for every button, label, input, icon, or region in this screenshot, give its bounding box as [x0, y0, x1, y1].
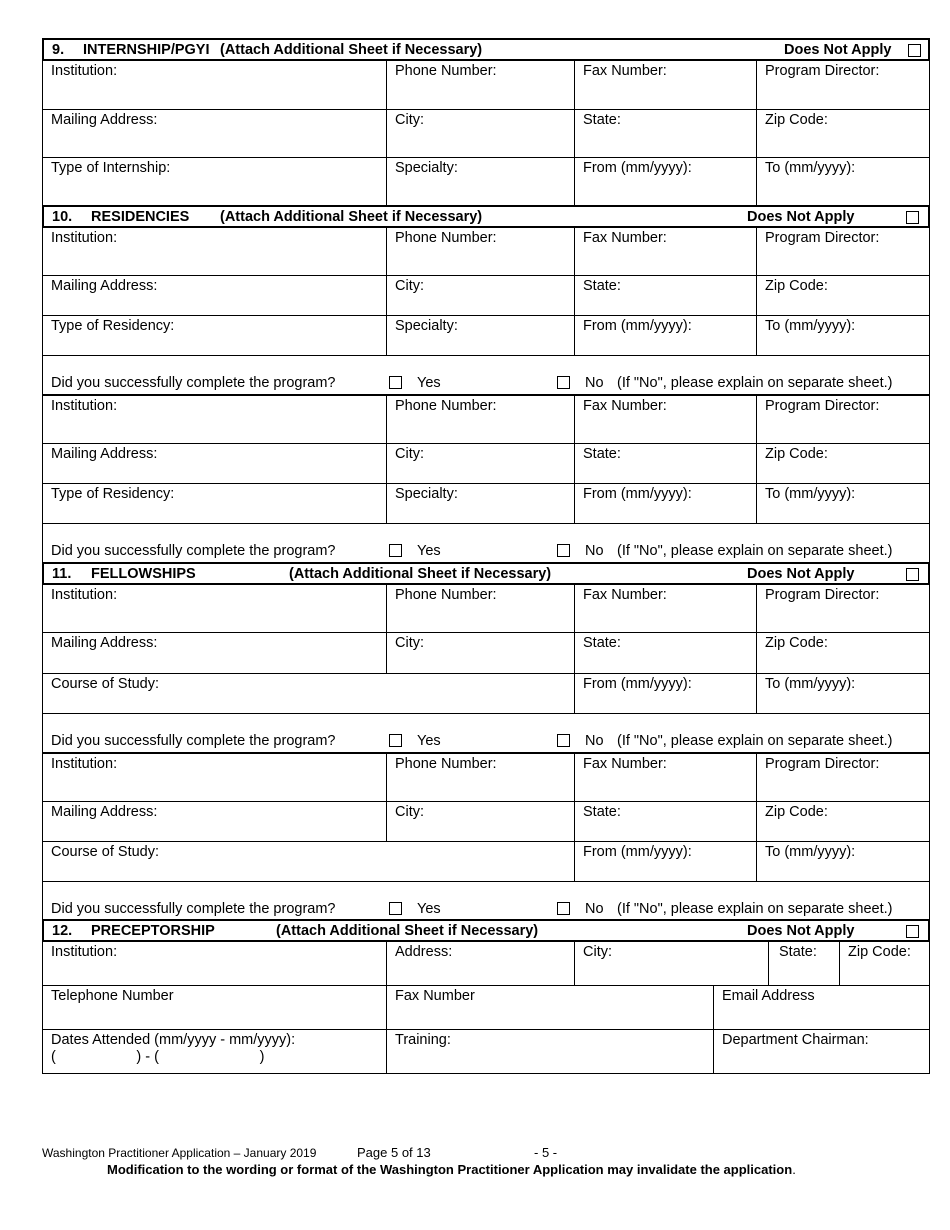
completion-question-row — [42, 524, 930, 562]
mailing-address-field[interactable]: Mailing Address: — [51, 112, 158, 128]
preceptorship-grid — [42, 942, 930, 1074]
table-row — [43, 942, 929, 986]
section-12-number: 12. — [52, 923, 73, 939]
state-field[interactable]: State: — [574, 110, 756, 157]
footer-page-count: Page 5 of 13 — [357, 1145, 431, 1160]
completion-question-row — [42, 882, 930, 919]
table-row — [43, 633, 929, 674]
program-director-field[interactable]: Program Director: — [756, 61, 929, 109]
mailing-address-field[interactable]: Mailing Address: — [51, 804, 158, 820]
address-field[interactable]: Address: — [386, 942, 574, 985]
residency-2-grid — [42, 396, 930, 524]
dates-attended-label: Dates Attended (mm/yyyy - mm/yyyy): — [51, 1032, 296, 1048]
residency-1-grid — [42, 228, 930, 356]
no-explanation-note: (If "No", please explain on separate sheet.) — [617, 375, 893, 391]
institution-field[interactable]: Institution: — [51, 230, 118, 246]
table-row — [43, 986, 929, 1030]
section-11-does-not-apply-checkbox[interactable] — [906, 568, 919, 581]
section-10-title: RESIDENCIES — [91, 209, 190, 225]
table-row — [43, 276, 929, 316]
city-field[interactable]: City: — [386, 276, 574, 315]
table-row — [43, 842, 929, 882]
no-checkbox[interactable] — [557, 734, 570, 747]
zip-code-field[interactable]: Zip Code: — [756, 110, 929, 157]
no-checkbox[interactable] — [557, 376, 570, 389]
fax-number-field[interactable]: Fax Number — [386, 986, 713, 1029]
zip-code-field[interactable]: Zip Code: — [756, 444, 929, 483]
email-address-field[interactable]: Email Address — [713, 986, 929, 1029]
fax-field[interactable]: Fax Number: — [574, 228, 756, 275]
state-field[interactable]: State: — [768, 942, 839, 985]
section-12-title: PRECEPTORSHIP — [91, 923, 215, 939]
section-11-does-not-apply-label: Does Not Apply — [747, 566, 855, 582]
program-director-field[interactable]: Program Director: — [756, 754, 929, 801]
institution-field[interactable]: Institution: — [51, 944, 118, 960]
zip-code-field[interactable]: Zip Code: — [756, 276, 929, 315]
to-date-field[interactable]: To (mm/yyyy): — [756, 484, 929, 523]
zip-code-field[interactable]: Zip Code: — [756, 802, 929, 841]
city-field[interactable]: City: — [386, 633, 574, 673]
fax-field[interactable]: Fax Number: — [574, 754, 756, 801]
no-explanation-note: (If "No", please explain on separate sheet.) — [617, 733, 893, 749]
yes-label: Yes — [417, 901, 441, 917]
mailing-address-field[interactable]: Mailing Address: — [51, 278, 158, 294]
specialty-field[interactable]: Specialty: — [386, 158, 574, 205]
specialty-field[interactable]: Specialty: — [386, 484, 574, 523]
specialty-field[interactable]: Specialty: — [386, 316, 574, 355]
completion-question-row — [42, 714, 930, 754]
phone-field[interactable]: Phone Number: — [386, 585, 574, 632]
state-field[interactable]: State: — [574, 444, 756, 483]
institution-field[interactable]: Institution: — [51, 587, 118, 603]
completion-question-row — [42, 356, 930, 396]
phone-field[interactable]: Phone Number: — [386, 228, 574, 275]
yes-label: Yes — [417, 543, 441, 559]
type-of-residency-field[interactable]: Type of Residency: — [51, 318, 175, 334]
no-label: No — [585, 901, 604, 917]
department-chairman-field[interactable]: Department Chairman: — [713, 1030, 929, 1073]
type-of-internship-field[interactable]: Type of Internship: — [51, 160, 171, 176]
table-row — [43, 158, 929, 205]
type-of-residency-field[interactable]: Type of Residency: — [51, 486, 175, 502]
zip-code-field[interactable]: Zip Code: — [756, 633, 929, 673]
state-field[interactable]: State: — [574, 802, 756, 841]
yes-checkbox[interactable] — [389, 734, 402, 747]
section-12-does-not-apply-checkbox[interactable] — [906, 925, 919, 938]
table-row — [43, 228, 929, 276]
table-row — [43, 396, 929, 444]
section-9-grid — [42, 61, 930, 205]
section-10-attach-note: (Attach Additional Sheet if Necessary) — [220, 209, 483, 225]
table-row — [43, 444, 929, 484]
institution-field[interactable]: Institution: — [51, 756, 118, 772]
city-field[interactable]: City: — [386, 444, 574, 483]
table-row — [43, 110, 929, 158]
section-10-header — [42, 205, 930, 228]
section-11-title: FELLOWSHIPS — [91, 566, 196, 582]
yes-checkbox[interactable] — [389, 376, 402, 389]
section-9-number: 9. — [52, 42, 65, 58]
to-date-field[interactable]: To (mm/yyyy): — [756, 316, 929, 355]
fellowship-1-grid — [42, 585, 930, 714]
state-field[interactable]: State: — [574, 276, 756, 315]
yes-label: Yes — [417, 733, 441, 749]
completion-question: Did you successfully complete the program? — [51, 901, 336, 917]
program-director-field[interactable]: Program Director: — [756, 228, 929, 275]
course-of-study-field[interactable]: Course of Study: — [51, 844, 159, 860]
table-row — [43, 674, 929, 714]
section-9-does-not-apply-checkbox[interactable] — [908, 44, 921, 57]
table-row — [43, 316, 929, 356]
institution-field[interactable]: Institution: — [51, 63, 118, 79]
footer-warning-text: Modification to the wording or format of the Washington Practitioner Application may invalidate the application — [107, 1162, 793, 1177]
telephone-number-field[interactable]: Telephone Number — [51, 988, 174, 1004]
section-12-does-not-apply-label: Does Not Apply — [747, 923, 855, 939]
city-field[interactable]: City: — [574, 942, 768, 985]
footer-warning-period: . — [792, 1162, 796, 1177]
to-date-field[interactable]: To (mm/yyyy): — [756, 842, 929, 881]
completion-question: Did you successfully complete the program? — [51, 543, 336, 559]
no-explanation-note: (If "No", please explain on separate sheet.) — [617, 901, 893, 917]
city-field[interactable]: City: — [386, 110, 574, 157]
section-11-header — [42, 562, 930, 585]
table-row — [43, 585, 929, 633]
course-of-study-field[interactable]: Course of Study: — [51, 676, 159, 692]
phone-field[interactable]: Phone Number: — [386, 754, 574, 801]
section-9-does-not-apply-label: Does Not Apply — [784, 42, 892, 58]
no-explanation-note: (If "No", please explain on separate sheet.) — [617, 543, 893, 559]
no-checkbox[interactable] — [557, 902, 570, 915]
completion-question: Did you successfully complete the program? — [51, 733, 336, 749]
state-field[interactable]: State: — [574, 633, 756, 673]
fax-field[interactable]: Fax Number: — [574, 61, 756, 109]
no-checkbox[interactable] — [557, 544, 570, 557]
table-row — [43, 1030, 929, 1073]
table-row — [43, 754, 929, 802]
phone-field[interactable]: Phone Number: — [386, 396, 574, 443]
yes-checkbox[interactable] — [389, 902, 402, 915]
table-row — [43, 61, 929, 110]
section-9-title: INTERNSHIP/PGYI — [83, 42, 210, 58]
training-field[interactable]: Training: — [386, 1030, 713, 1073]
table-row — [43, 484, 929, 524]
mailing-address-field[interactable]: Mailing Address: — [51, 446, 158, 462]
completion-question: Did you successfully complete the program? — [51, 375, 336, 391]
section-11-attach-note: (Attach Additional Sheet if Necessary) — [289, 566, 552, 582]
to-date-field[interactable]: To (mm/yyyy): — [756, 158, 929, 205]
city-field[interactable]: City: — [386, 802, 574, 841]
program-director-field[interactable]: Program Director: — [756, 585, 929, 632]
yes-checkbox[interactable] — [389, 544, 402, 557]
to-date-field[interactable]: To (mm/yyyy): — [756, 674, 929, 713]
zip-code-field[interactable]: Zip Code: — [839, 942, 929, 985]
footer-page-number: - 5 - — [534, 1145, 558, 1160]
institution-field[interactable]: Institution: — [51, 398, 118, 414]
from-date-field[interactable]: From (mm/yyyy): — [574, 842, 756, 881]
program-director-field[interactable]: Program Director: — [756, 396, 929, 443]
no-label: No — [585, 543, 604, 559]
from-date-field[interactable]: From (mm/yyyy): — [574, 484, 756, 523]
section-12-attach-note: (Attach Additional Sheet if Necessary) — [276, 923, 539, 939]
from-date-field[interactable]: From (mm/yyyy): — [574, 158, 756, 205]
mailing-address-field[interactable]: Mailing Address: — [51, 635, 158, 651]
section-9-header — [42, 38, 930, 61]
section-9-attach-note: (Attach Additional Sheet if Necessary) — [220, 42, 483, 58]
from-date-field[interactable]: From (mm/yyyy): — [574, 674, 756, 713]
footer-app-name: Washington Practitioner Application – January 2019 — [42, 1146, 317, 1160]
no-label: No — [585, 375, 604, 391]
yes-label: Yes — [417, 375, 441, 391]
dates-format-hint: ( ) - ( ) — [51, 1049, 265, 1065]
fax-field[interactable]: Fax Number: — [574, 396, 756, 443]
section-12-header — [42, 919, 930, 942]
section-10-does-not-apply-checkbox[interactable] — [906, 211, 919, 224]
section-11-number: 11. — [52, 566, 72, 582]
from-date-field[interactable]: From (mm/yyyy): — [574, 316, 756, 355]
footer-warning — [107, 1162, 796, 1177]
no-label: No — [585, 733, 604, 749]
fellowship-2-grid — [42, 754, 930, 882]
fax-field[interactable]: Fax Number: — [574, 585, 756, 632]
section-10-does-not-apply-label: Does Not Apply — [747, 209, 855, 225]
phone-field[interactable]: Phone Number: — [386, 61, 574, 109]
section-10-number: 10. — [52, 209, 73, 225]
application-form — [42, 38, 930, 1074]
dates-attended-field[interactable] — [43, 1030, 386, 1073]
table-row — [43, 802, 929, 842]
